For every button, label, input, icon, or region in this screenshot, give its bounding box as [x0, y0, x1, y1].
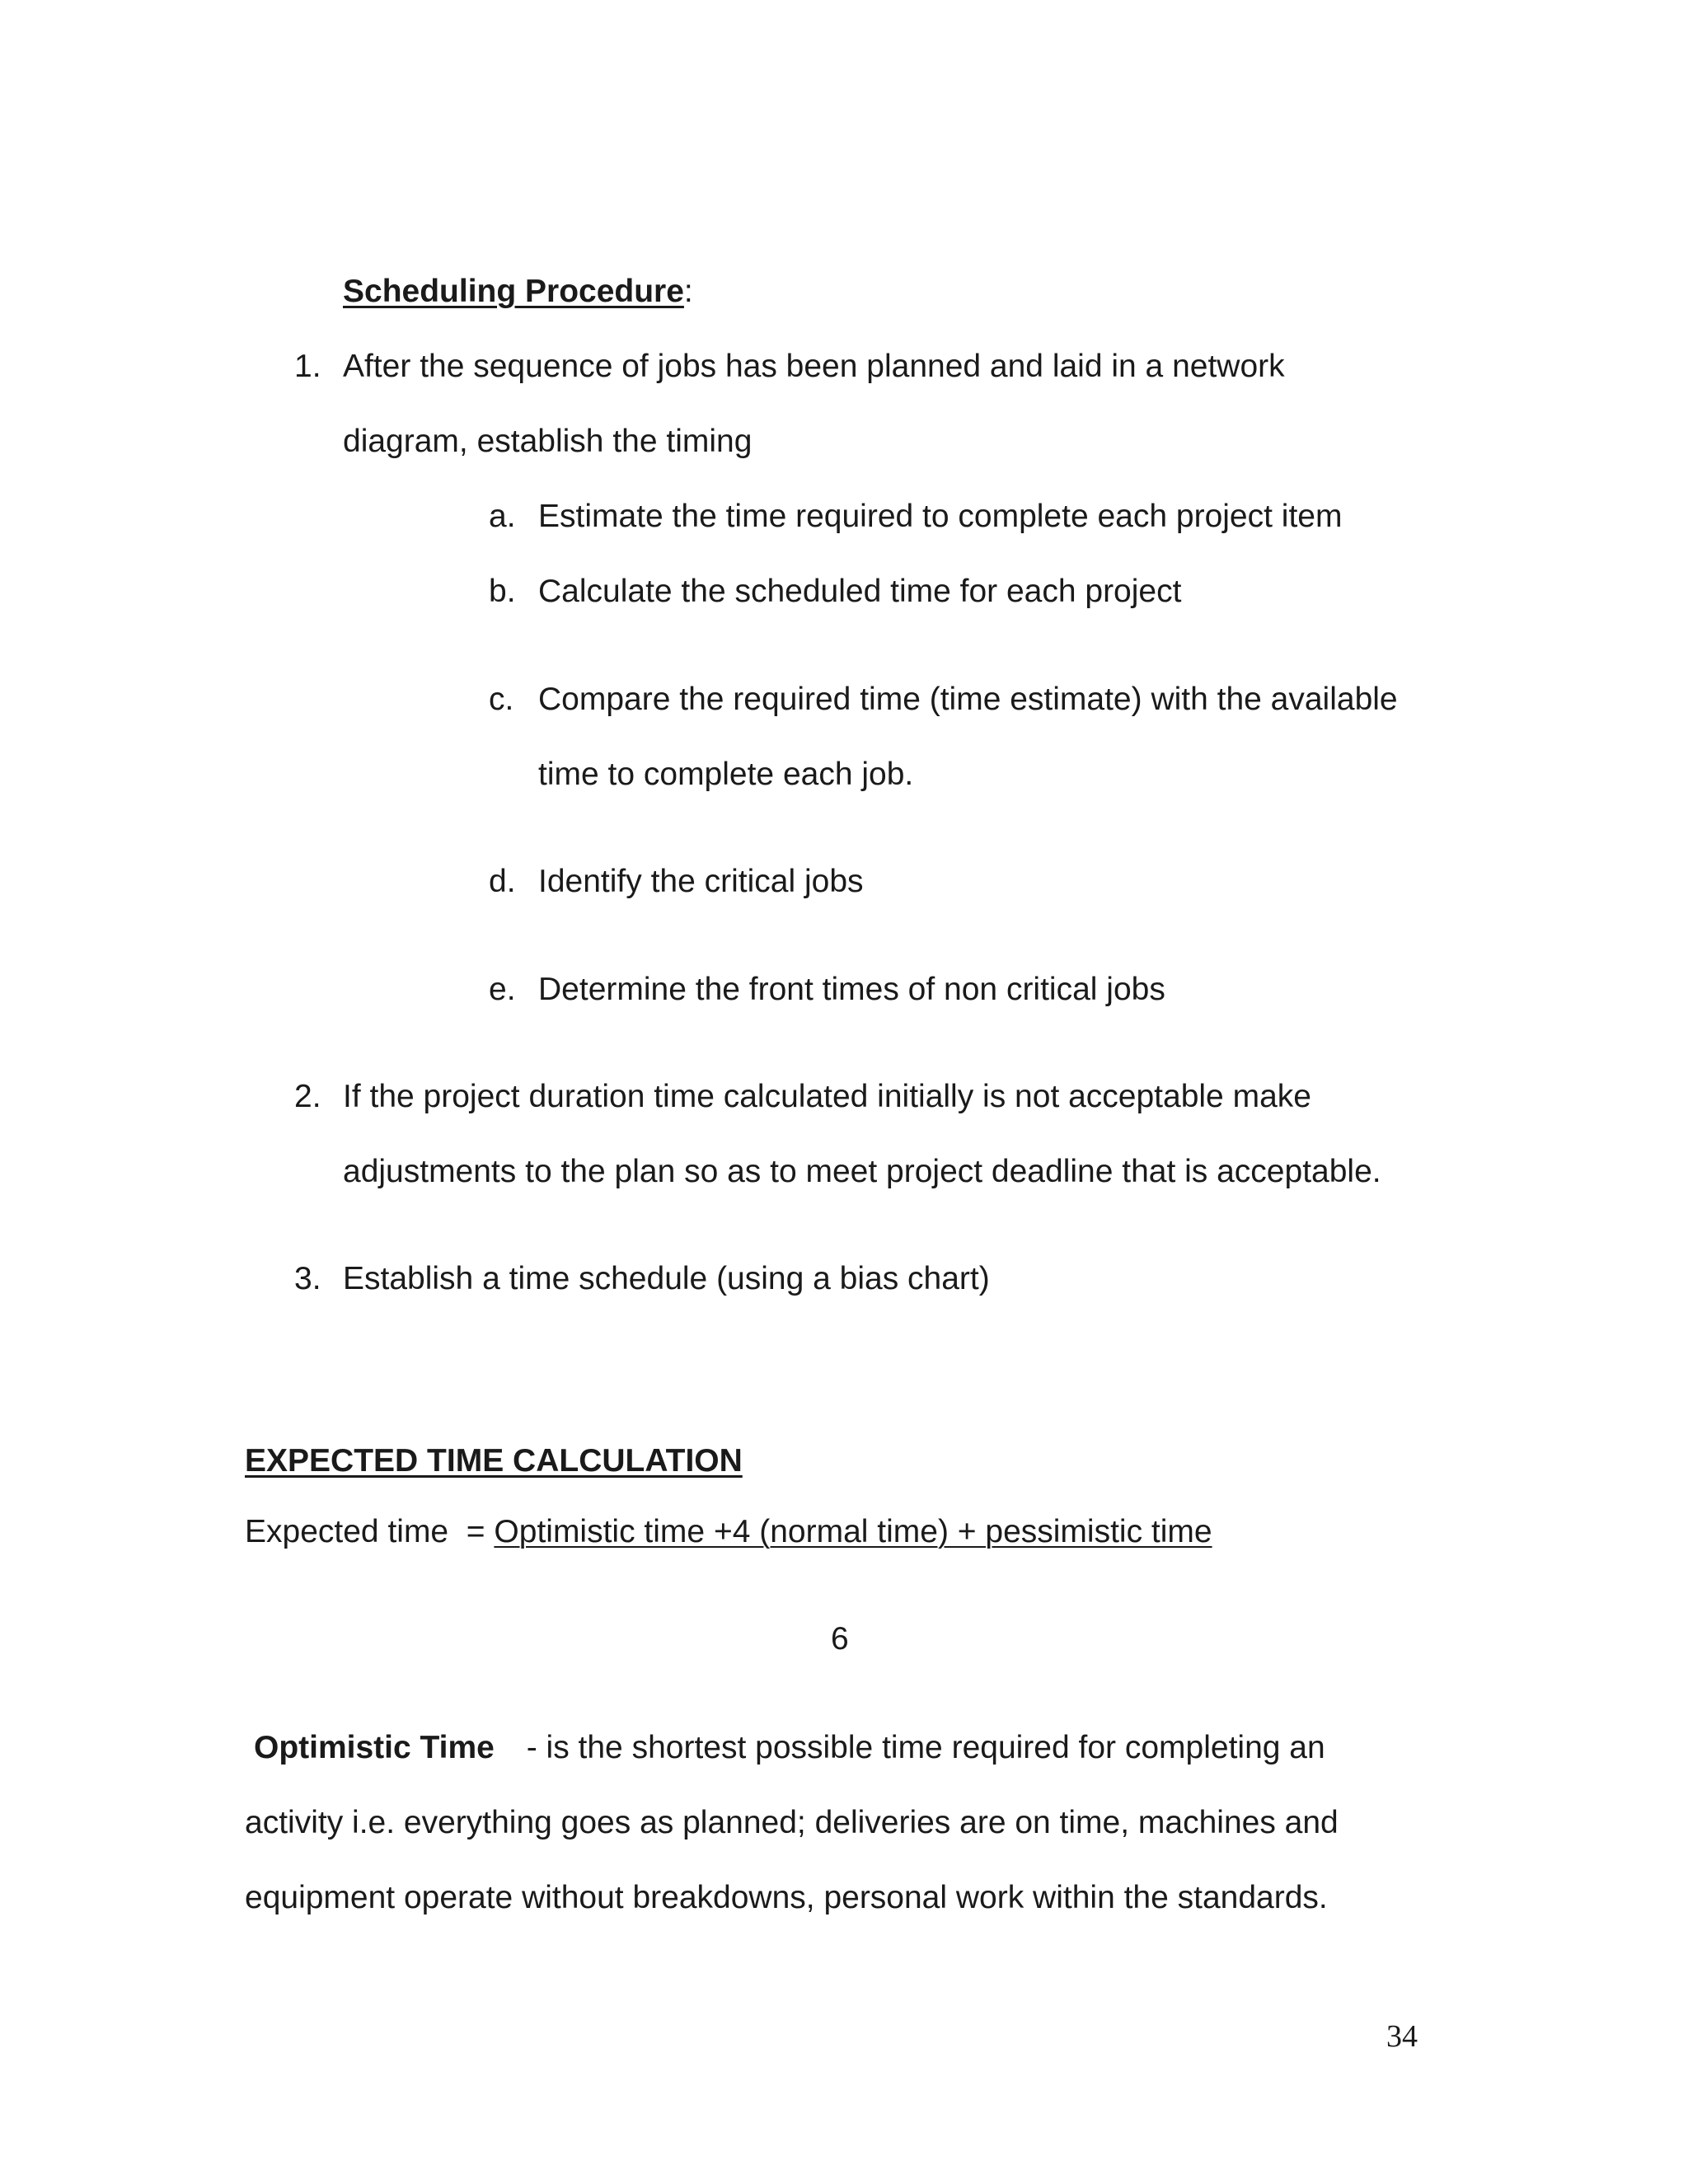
subitem-c-line-2: time to complete each job.	[538, 757, 914, 792]
subitem-a-text: Estimate the time required to complete each project item	[538, 499, 1343, 534]
list-item-1-marker: 1.	[294, 349, 321, 384]
optimistic-time-definition: - is the shortest possible time required for completing an	[526, 1730, 1325, 1765]
subitem-e-text: Determine the front times of non critical jobs	[538, 972, 1165, 1007]
formula-numerator: Optimistic time +4 (normal time) + pessimistic time	[494, 1514, 1212, 1549]
scheduling-heading-colon: :	[683, 274, 693, 309]
formula-denominator: 6	[831, 1621, 849, 1657]
scheduling-procedure-heading	[343, 275, 693, 307]
subitem-d-text: Identify the critical jobs	[538, 864, 864, 899]
expected-time-formula	[245, 1516, 1212, 1548]
subitem-c-line-1: Compare the required time (time estimate) with the available	[538, 682, 1398, 717]
list-item-2-line-2: adjustments to the plan so as to meet project deadline that is acceptable.	[343, 1154, 1381, 1189]
list-item-1-line-1: After the sequence of jobs has been planned and laid in a network	[343, 349, 1285, 384]
subitem-e-marker: e.	[489, 972, 516, 1007]
subitem-d-marker: d.	[489, 864, 516, 899]
expected-time-heading: EXPECTED TIME CALCULATION	[245, 1443, 743, 1479]
subitem-b-marker: b.	[489, 574, 516, 609]
formula-label: Expected time =	[245, 1514, 485, 1549]
list-item-3-marker: 3.	[294, 1261, 321, 1296]
subitem-b-text: Calculate the scheduled time for each project	[538, 574, 1182, 609]
optimistic-time-line-3: equipment operate without breakdowns, personal work within the standards.	[245, 1880, 1328, 1915]
list-item-2-line-1: If the project duration time calculated initially is not acceptable make	[343, 1079, 1311, 1114]
optimistic-time-line-2: activity i.e. everything goes as planned; deliveries are on time, machines and	[245, 1805, 1339, 1840]
list-item-2-marker: 2.	[294, 1079, 321, 1114]
optimistic-time-line-1	[254, 1732, 1325, 1764]
optimistic-time-term: Optimistic Time	[254, 1730, 495, 1765]
subitem-c-marker: c.	[489, 682, 514, 717]
scheduling-heading-text: Scheduling Procedure	[343, 274, 684, 309]
list-item-1-line-2: diagram, establish the timing	[343, 424, 753, 459]
page-number: 34	[1386, 2019, 1418, 2054]
list-item-3-line-1: Establish a time schedule (using a bias chart)	[343, 1261, 990, 1296]
subitem-a-marker: a.	[489, 499, 516, 534]
